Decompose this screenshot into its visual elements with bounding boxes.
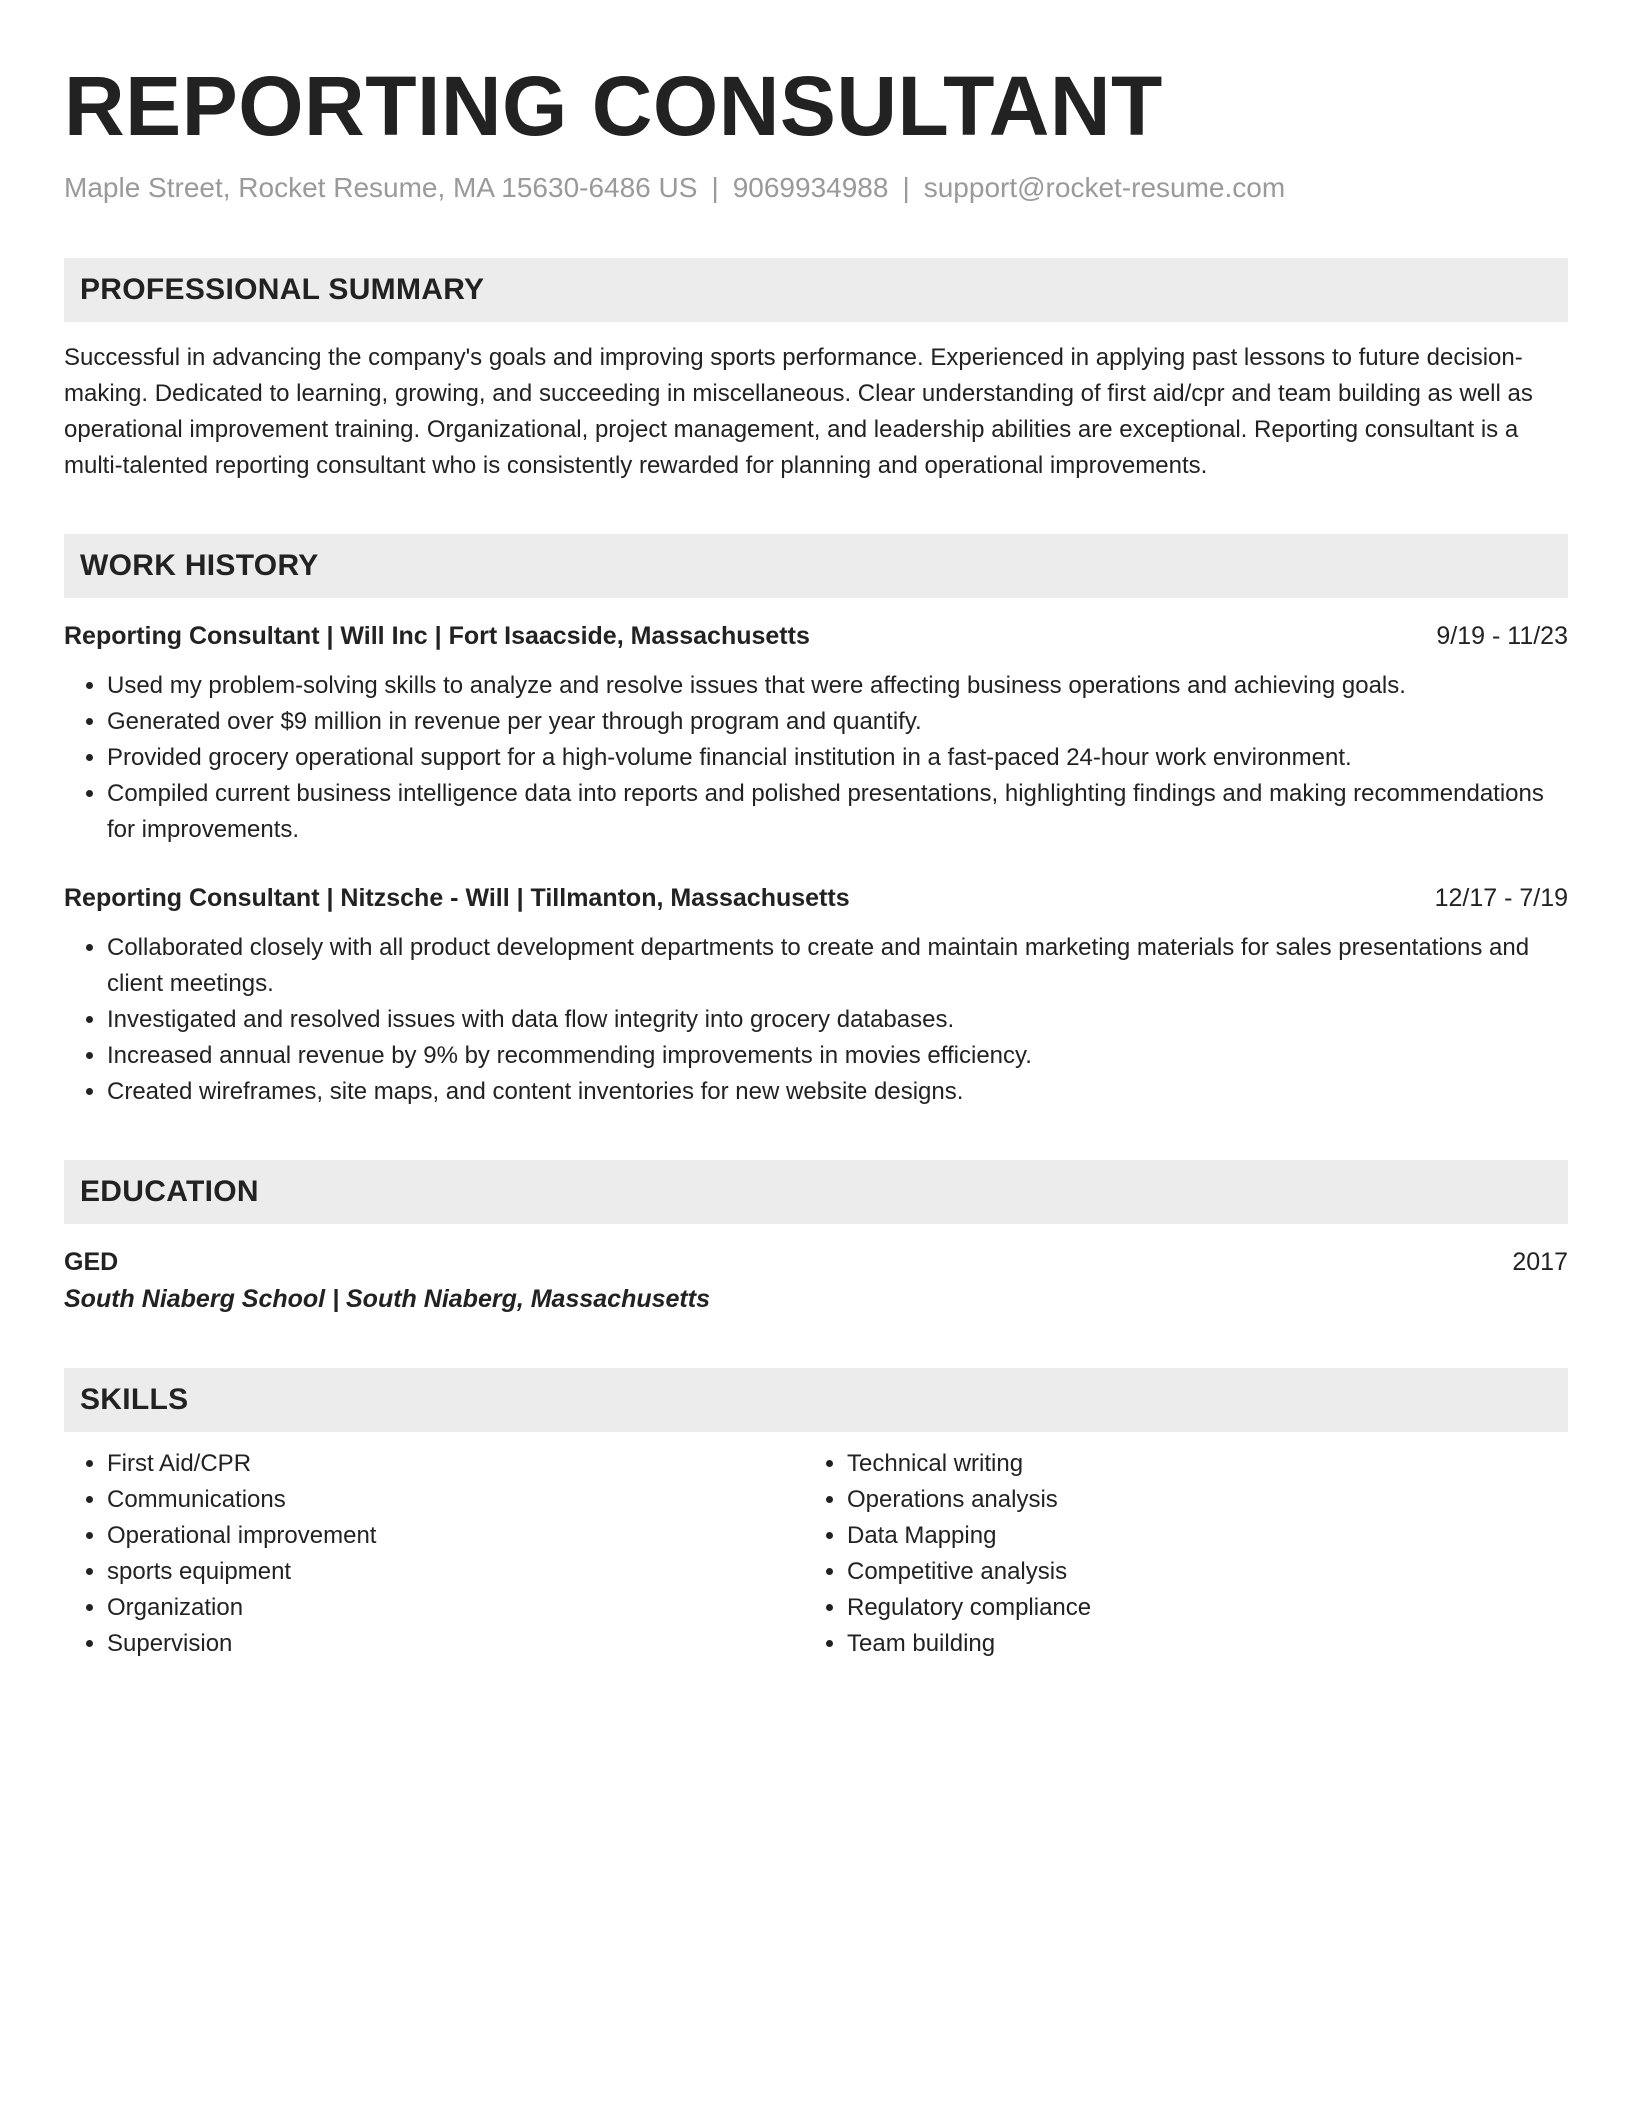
job-bullet: • Generated over $9 million in revenue per year through program and quantify. [107,704,1568,740]
contact-email: support@rocket-resume.com [923,172,1286,203]
contact-separator: | [711,172,719,203]
skill-item: • Team building [847,1626,1544,1662]
job-bullet: • Increased annual revenue by 9% by recommending improvements in movies efficiency. [107,1038,1568,1074]
section-header-summary: PROFESSIONAL SUMMARY [64,258,1568,322]
skills-column-right [804,1446,1544,1662]
skill-item: • Technical writing [847,1446,1544,1482]
job-bullets [64,668,1568,848]
skill-item: • Competitive analysis [847,1554,1544,1590]
job-dates: 9/19 - 11/23 [1436,622,1568,650]
section-header-education: EDUCATION [64,1160,1568,1224]
job-entry [64,618,1568,848]
skill-item: • sports equipment [107,1554,804,1590]
skill-item: • Operational improvement [107,1518,804,1554]
section-header-work-history: WORK HISTORY [64,534,1568,598]
job-dates: 12/17 - 7/19 [1434,884,1568,912]
skill-item: • Communications [107,1482,804,1518]
job-bullet: • Created wireframes, site maps, and content inventories for new website designs. [107,1074,1568,1110]
skill-item: • Organization [107,1590,804,1626]
education-year: 2017 [1512,1248,1568,1276]
contact-line [64,170,1568,206]
job-bullet: • Investigated and resolved issues with data flow integrity into grocery databases. [107,1002,1568,1038]
skill-item: • Operations analysis [847,1482,1544,1518]
section-header-skills: SKILLS [64,1368,1568,1432]
skills-column-left [64,1446,804,1662]
job-title: Reporting Consultant | Will Inc | Fort Isaacside, Massachusetts [64,622,810,650]
education-entry [64,1244,1568,1318]
job-entry [64,880,1568,1110]
job-bullets [64,930,1568,1110]
job-header [64,618,1568,654]
skills-columns [64,1446,1568,1662]
education-header [64,1244,1568,1280]
job-header [64,880,1568,916]
contact-separator: | [902,172,910,203]
contact-address: Maple Street, Rocket Resume, MA 15630-6486 US [64,172,698,203]
job-bullet: • Provided grocery operational support for a high-volume financial institution in a fast-paced 24-hour work environment. [107,740,1568,776]
job-bullet: • Used my problem-solving skills to analyze and resolve issues that were affecting business operations and achieving goals. [107,668,1568,704]
skill-item: • Regulatory compliance [847,1590,1544,1626]
job-bullet: • Compiled current business intelligence data into reports and polished presentations, highlighting findings and making recommendations for improvements. [107,776,1568,848]
summary-text: Successful in advancing the company's goals and improving sports performance. Experienced in applying past lessons to future decision-making. Dedicated to learning, growing, and succeeding in miscellaneous. Clear understanding of first aid/cpr and team building as well as operational improvement training. Organizational, project management, and leadership abilities are exceptional. Reporting consultant is a multi-talented reporting consultant who is consistently rewarded for planning and operational improvements. [64,344,1533,479]
job-bullet: • Collaborated closely with all product development departments to create and maintain marketing materials for sales presentations and client meetings. [107,930,1568,1002]
job-title: Reporting Consultant | Nitzsche - Will | Tillmanton, Massachusetts [64,884,850,912]
education-degree: GED [64,1248,119,1276]
contact-phone: 9069934988 [732,172,889,203]
education-school: South Niaberg School | South Niaberg, Massachusetts [64,1285,710,1313]
candidate-name: REPORTING CONSULTANT [64,59,1163,153]
skill-item: • Data Mapping [847,1518,1544,1554]
skill-item: • First Aid/CPR [107,1446,804,1482]
skill-item: • Supervision [107,1626,804,1662]
